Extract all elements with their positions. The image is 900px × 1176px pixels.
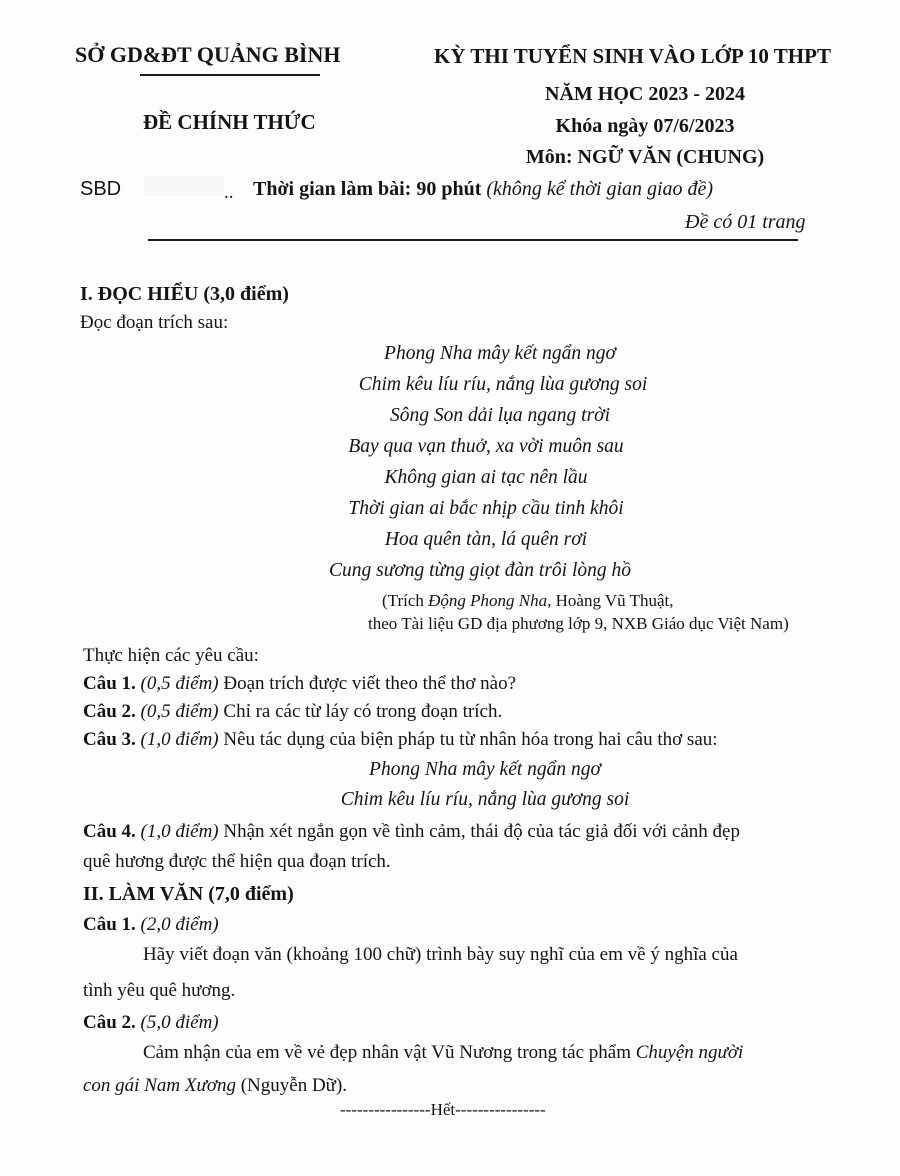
q-points: (5,0 điểm) [140, 1012, 219, 1033]
source-prefix: (Trích [382, 591, 429, 610]
question-2-2-line-2 [83, 1075, 347, 1097]
source-title: Động Phong Nha [428, 591, 548, 610]
work-title: Chuyện người [635, 1042, 744, 1063]
question-1-1 [83, 673, 516, 695]
department-underline [140, 74, 320, 76]
q3-quote-line-1: Phong Nha mây kết ngẩn ngơ [369, 759, 601, 780]
sbd-field[interactable] [144, 176, 224, 196]
sbd-label: SBD [80, 178, 122, 200]
poem-line-7: Hoa quên tàn, lá quên rơi [384, 529, 588, 550]
time-note: (không kể thời gian giao đề) [486, 178, 714, 200]
q-label: Câu 3. [83, 729, 136, 750]
end-mark: ----------------Hết---------------- [340, 1100, 546, 1119]
pages-note: Đề có 01 trang [685, 211, 806, 233]
q-text: Cảm nhận của em về vẻ đẹp nhân vật Vũ Nương trong tác phẩm [143, 1042, 636, 1063]
question-2-2-line-1 [143, 1042, 743, 1064]
poem-line-6: Thời gian ai bắc nhịp cầu tinh khôi [348, 498, 624, 519]
q-points: (0,5 điểm) [140, 673, 219, 694]
work-title: con gái Nam Xương [83, 1075, 236, 1096]
poem-line-8: Cung sương từng giọt đàn trôi lòng hồ [329, 560, 631, 581]
time-label: Thời gian làm bài: 90 phút [253, 178, 482, 200]
question-2-2-header [83, 1012, 219, 1034]
q3-quote-line-2: Chim kêu líu ríu, nắng lùa gương soi [340, 789, 630, 810]
poem-line-3: Sông Son dải lụa ngang trời [389, 405, 611, 426]
q-label: Câu 4. [83, 821, 136, 842]
question-2-1-line-1: Hãy viết đoạn văn (khoảng 100 chữ) trình bày suy nghĩ của em về ý nghĩa của [143, 944, 738, 965]
q-label: Câu 2. [83, 701, 136, 722]
sbd-dots: .. [224, 182, 234, 203]
official-label: ĐỀ CHÍNH THỨC [143, 110, 316, 134]
poem-line-5: Không gian ai tạc nên lầu [384, 467, 588, 488]
q-label: Câu 1. [83, 914, 136, 935]
poem-line-4: Bay qua vạn thuở, xa vời muôn sau [348, 436, 624, 457]
reading-instruction: Đọc đoạn trích sau: [80, 312, 229, 333]
section-1-title: I. ĐỌC HIỂU (3,0 điểm) [80, 283, 289, 305]
subject: Môn: NGỮ VĂN (CHUNG) [525, 146, 765, 168]
q-points: (0,5 điểm) [140, 701, 219, 722]
poem-line-1: Phong Nha mây kết ngẩn ngơ [384, 343, 616, 364]
section-2-title: II. LÀM VĂN (7,0 điểm) [83, 883, 294, 905]
question-1-3 [83, 729, 718, 751]
question-1-4-cont: quê hương được thể hiện qua đoạn trích. [83, 851, 391, 872]
header-divider [148, 239, 798, 241]
question-1-4 [83, 821, 740, 843]
q-text: Chỉ ra các từ láy có trong đoạn trích. [223, 701, 503, 722]
exam-title: KỲ THI TUYỂN SINH VÀO LỚP 10 THPT [434, 44, 831, 68]
question-1-2 [83, 701, 502, 723]
q-text: Nhận xét ngắn gọn về tình cảm, thái độ của tác giả đối với cảnh đẹp [223, 821, 740, 842]
question-2-1-header [83, 914, 219, 936]
exam-date: Khóa ngày 07/6/2023 [555, 115, 735, 137]
department-name: SỞ GD&ĐT QUẢNG BÌNH [75, 42, 341, 67]
poem-source-line-2: theo Tài liệu GD địa phương lớp 9, NXB Giáo dục Việt Nam) [368, 614, 789, 633]
q-text: Nêu tác dụng của biện pháp tu từ nhân hóa trong hai câu thơ sau: [223, 729, 718, 750]
requirements-label: Thực hiện các yêu cầu: [83, 645, 259, 666]
poem-source-line-1 [382, 591, 674, 611]
school-year: NĂM HỌC 2023 - 2024 [545, 83, 745, 105]
question-2-1-line-2: tình yêu quê hương. [83, 980, 236, 1001]
source-author: , Hoàng Vũ Thuật, [547, 591, 674, 610]
work-author: (Nguyễn Dữ). [235, 1075, 348, 1096]
q-points: (1,0 điểm) [140, 729, 219, 750]
q-label: Câu 2. [83, 1012, 136, 1033]
q-text: Đoạn trích được viết theo thể thơ nào? [223, 673, 516, 694]
poem-line-2: Chim kêu líu ríu, nắng lùa gương soi [358, 374, 648, 395]
q-points: (1,0 điểm) [140, 821, 219, 842]
q-points: (2,0 điểm) [140, 914, 219, 935]
q-label: Câu 1. [83, 673, 136, 694]
